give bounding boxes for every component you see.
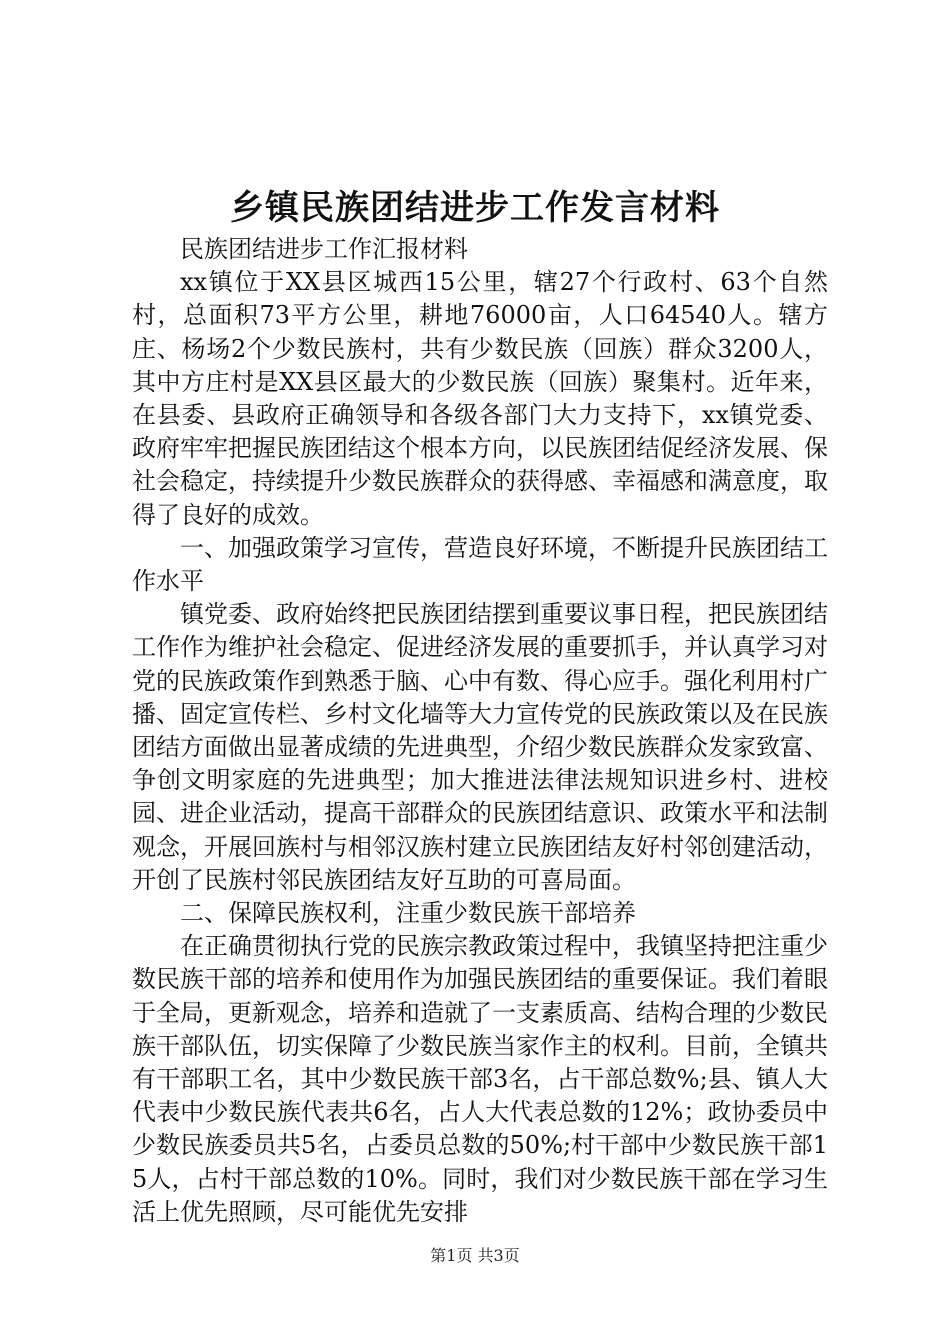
document-body <box>132 233 828 1229</box>
paragraph-section-1: 镇党委、政府始终把民族团结摆到重要议事日程，把民族团结工作作为维护社会稳定、促进经济发展的重要抓手，并认真学习对党的民族政策作到熟悉于脑、心中有数、得心应手。强化利用村广播、固定宣传栏、乡村文化墙等大力宣传党的民族政策以及在民族团结方面做出显著成绩的先进典型，介绍少数民族群众发家致富、争创文明家庭的先进典型；加大推进法律法规知识进乡村、进校园、进企业活动，提高干部群众的民族团结意识、政策水平和法制观念，开展回族村与相邻汉族村建立民族团结友好村邻创建活动，开创了民族村邻民族团结友好互助的可喜局面。 <box>132 600 828 894</box>
paragraph-section-2: 在正确贯彻执行党的民族宗教政策过程中，我镇坚持把注重少数民族干部的培养和使用作为加强民族团结的重要保证。我们着眼于全局，更新观念，培养和造就了一支素质高、结构合理的少数民族干部队伍，切实保障了少数民族当家作主的权利。目前，全镇共有干部职工名，其中少数民族干部3名，占干部总数%;县、镇人大代表中少数民族代表共6名，占人大代表总数的12%；政协委员中少数民族委员共5名，占委员总数的50%;村干部中少数民族干部15人，占村干部总数的10%。同时，我们对少数民族干部在学习生活上优先照顾，尽可能优先安排 <box>132 932 828 1226</box>
document-title: 乡镇民族团结进步工作发言材料 <box>230 188 720 228</box>
paragraph-intro: xx镇位于XX县区城西15公里，辖27个行政村、63个自然村，总面积73平方公里，耕地76000亩，人口64540人。辖方庄、杨场2个少数民族村，共有少数民族（回族）群众3200人，其中方庄村是XX县区最大的少数民族（回族）聚集村。近年来，在县委、县政府正确领导和各级各部门大力支持下，xx镇党委、政府牢牢把握民族团结这个根本方向，以民族团结促经济发展、保社会稳定，持续提升少数民族群众的获得感、幸福感和满意度，取得了良好的成效。 <box>132 268 828 529</box>
paragraph-subtitle: 民族团结进步工作汇报材料 <box>180 235 468 263</box>
section-heading-2: 二、保障民族权利，注重少数民族干部培养 <box>180 899 636 928</box>
section-heading-1: 一、加强政策学习宣传，营造良好环境，不断提升民族团结工作水平 <box>132 533 828 596</box>
page-number-footer: 第1页 共3页 <box>430 1246 520 1265</box>
